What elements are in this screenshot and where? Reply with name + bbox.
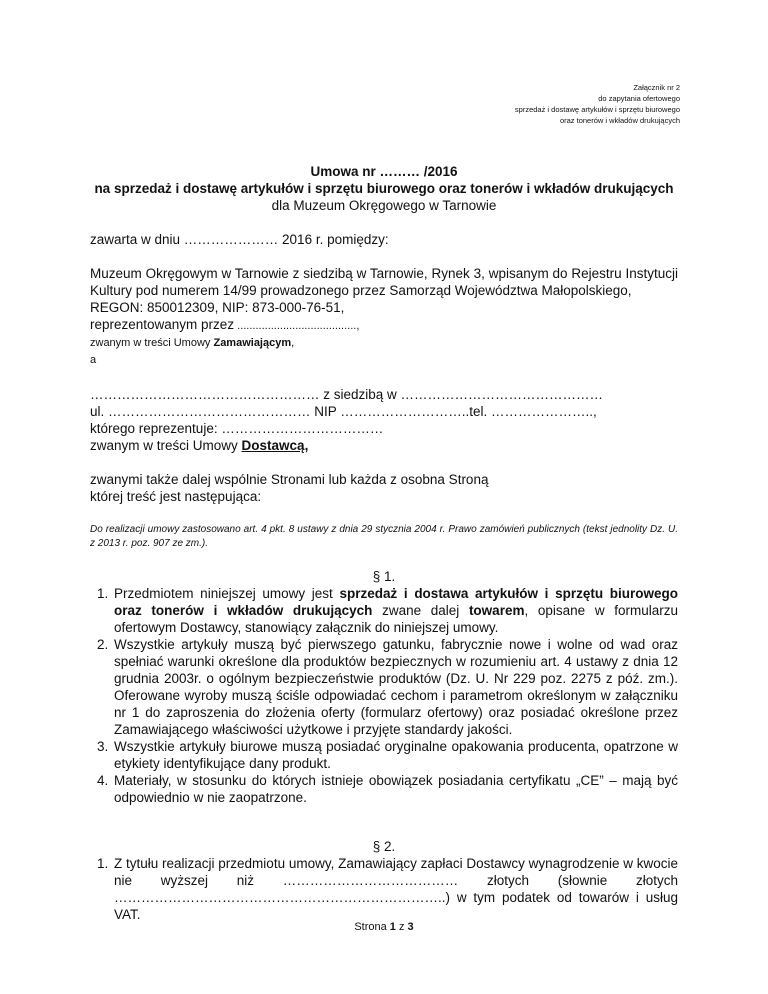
called-prefix: zwanym w treści Umowy xyxy=(90,337,214,349)
list-item: 4. Materiały, w stosunku do których istnieje obowiązek posiadania certyfikatu „CE” – mają być odpowiednio w nie zaopatrzone. xyxy=(112,772,678,806)
common-line: której treść jest następująca: xyxy=(90,489,262,504)
party1-regon: REGON: 850012309, NIP: 873-000-76-51, xyxy=(90,300,345,315)
list-item xyxy=(112,585,678,636)
page-number: 1 xyxy=(389,921,396,933)
section-1-list xyxy=(90,585,678,806)
party1-called xyxy=(90,335,678,352)
party2-line3: którego reprezentuje: ……………………………… xyxy=(90,421,384,436)
called-name: Dostawcą xyxy=(241,438,305,453)
represented-label: reprezentowanym przez xyxy=(90,317,235,332)
list-item: 1. Z tytułu realizacji przedmiotu umowy, Zamawiający zapłaci Dostawcy wynagrodzenie w kwocie nie wyższej niż ………………………………… złotych (słownie złotych ………………………………………………………………..) w tym podatek od towarów i usług VAT. xyxy=(112,855,678,923)
party-supplier xyxy=(90,386,678,454)
and-word: a xyxy=(90,354,97,366)
contract-title: Umowa nr ……… /2016 xyxy=(310,164,458,179)
called-suffix: , xyxy=(291,337,295,349)
intro-line: zawarta w dniu ………………… 2016 r. pomiędzy: xyxy=(90,232,389,247)
party2-line1: …………………………………………… z siedzibą w ……………………………………… xyxy=(90,387,604,402)
list-item: 3. Wszystkie artykuły biurowe muszą posiadać oryginalne opakowania producenta, opatrzone w etykiety identyfikujące dany produkt. xyxy=(112,738,678,772)
common-parties xyxy=(90,471,678,505)
party2-line2: ul. ……………………………………… NIP ………………………..tel. ………………….., xyxy=(90,404,597,419)
called-prefix: zwanym w treści Umowy xyxy=(90,438,242,453)
party-ordering xyxy=(90,265,678,369)
footer-prefix: Strona xyxy=(354,921,390,933)
document-body xyxy=(90,163,678,923)
party2-called xyxy=(90,437,678,454)
attachment-line: do zapytania ofertowego xyxy=(598,94,680,103)
common-line: zwanymi także dalej wspólnie Stronami lub każda z osobna Stroną xyxy=(90,472,489,487)
contract-recipient: dla Muzeum Okręgowego w Tarnowie xyxy=(271,198,497,213)
attachment-line: sprzedaż i dostawę artykułów i sprzętu biurowego xyxy=(514,105,680,114)
represented-dots: ......................................., xyxy=(234,320,360,332)
item-bold: sprzedaż i dostawa artykułów i sprzętu biurowego oraz tonerów i wkładów drukujących xyxy=(114,586,678,618)
legal-basis-note: Do realizacji umowy zastosowano art. 4 pkt. 8 ustawy z dnia 29 stycznia 2004 r. Prawo zamówień publicznych (tekst jednolity Dz. U. z 2013 r. poz. 907 ze zm.). xyxy=(90,524,678,549)
called-name: Zamawiającym xyxy=(213,337,292,349)
footer-middle: z xyxy=(395,921,408,933)
section-2-list xyxy=(90,855,678,923)
item-text: , opisane w formularzu ofertowym Dostawcy, stanowiący załącznik do niniejszej umowy. xyxy=(114,603,678,635)
attachment-line: oraz tonerów i wkładów drukujących xyxy=(559,116,680,125)
item-text: Przedmiotem niniejszej umowy jest xyxy=(114,586,340,601)
item-bold: towarem xyxy=(468,603,525,618)
attachment-line: Załącznik nr 2 xyxy=(633,83,680,92)
section-1-heading: § 1. xyxy=(372,569,396,584)
list-item: 2. Wszystkie artykuły muszą być pierwszego gatunku, fabrycznie nowe i wolne od wad oraz spełniać warunki określone dla produktów bezpiecznych w rozumieniu art. 4 ustawy z dnia 12 grudnia 2003r. o ogólnym bezpieczeństwie produktów (Dz. U. Nr 229 poz. 2275 z póź. zm.). Oferowane wyroby muszą ściśle odpowiadać cechom i parametrom określonym w załączniku nr 1 do zaproszenia do złożenia oferty (formularz ofertowy) oraz posiadać określone przez Zamawiającego właściwości użytkowe i przyjęte standardy jakości. xyxy=(112,636,678,738)
contract-subject: na sprzedaż i dostawę artykułów i sprzętu biurowego oraz tonerów i wkładów drukujących xyxy=(94,181,674,196)
party1-represented xyxy=(90,316,678,335)
party1-description: Muzeum Okręgowym w Tarnowie z siedzibą w Tarnowie, Rynek 3, wpisanym do Rejestru Instytucji Kultury pod numerem 14/99 prowadzonego przez Samorząd Województwa Małopolskiego, xyxy=(90,266,678,298)
attachment-note xyxy=(515,82,680,126)
section-2-heading: § 2. xyxy=(372,839,396,854)
page-total: 3 xyxy=(407,921,414,933)
item-text: zwane dalej xyxy=(372,603,469,618)
page-footer xyxy=(0,921,768,933)
called-suffix: , xyxy=(304,438,309,453)
